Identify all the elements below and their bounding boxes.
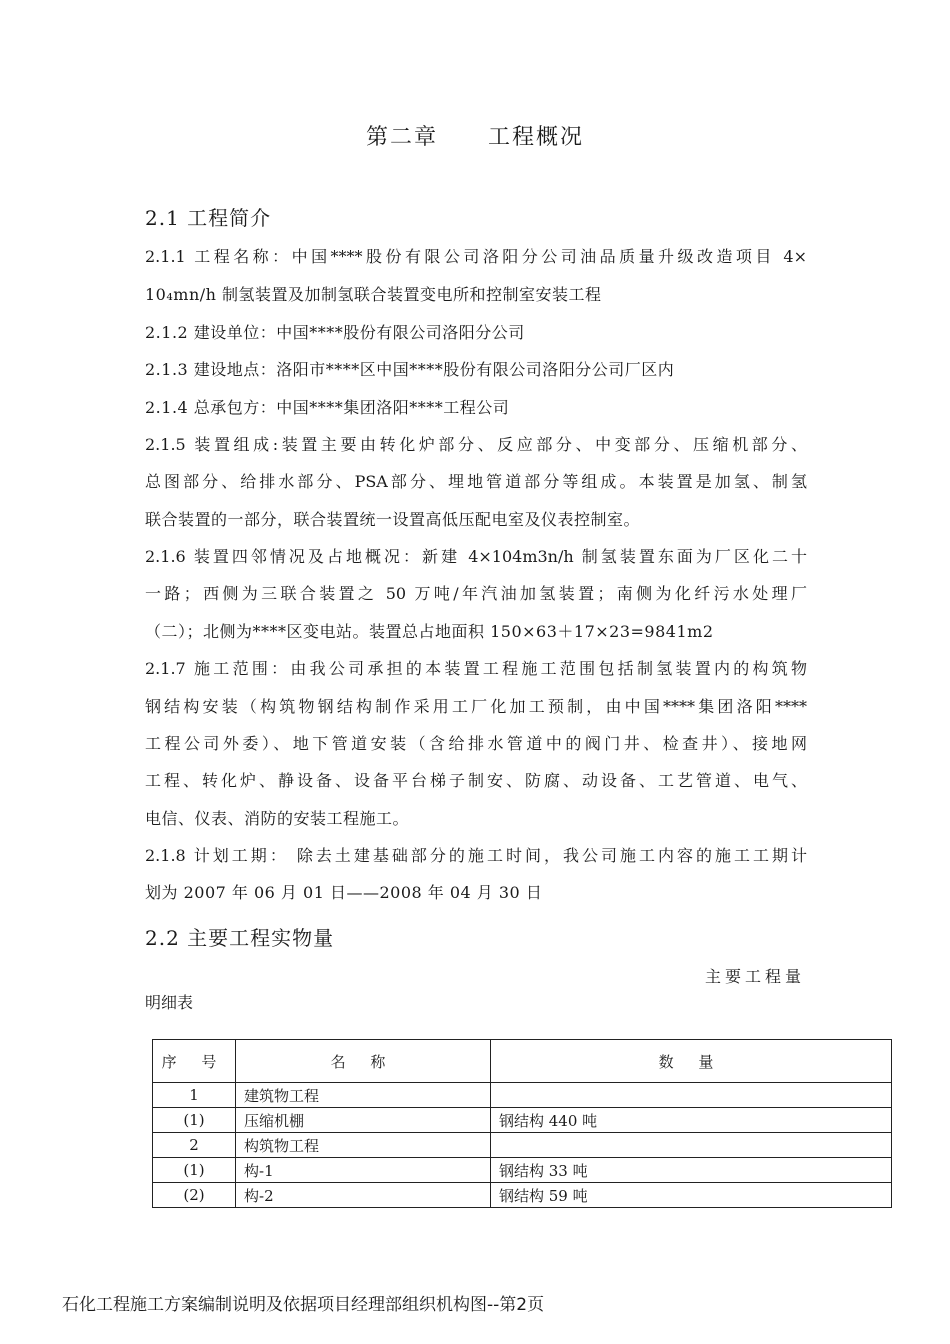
paragraph-line: 电信、仪表、消防的安装工程施工。 <box>145 809 410 828</box>
chapter-name: 工程概况 <box>488 125 585 150</box>
paragraph-line: 2.1.6 装置四邻情况及占地概况：新建 4×104m3n/h 制氢装置东面为厂区化二十 <box>145 547 807 566</box>
header-quantity: 数 量 <box>491 1040 892 1083</box>
cell-name: 构-2 <box>236 1183 491 1208</box>
paragraph-line: 一路；西侧为三联合装置之 50 万吨/年汽油加氢装置；南侧为化纤污水处理厂 <box>145 584 807 603</box>
cell-quantity: 钢结构 59 吨 <box>491 1183 892 1208</box>
table-row <box>153 1158 892 1183</box>
table-row <box>153 1108 892 1133</box>
cell-quantity <box>491 1133 892 1158</box>
paragraph-line: 联合装置的一部分，联合装置统一设置高低压配电室及仪表控制室。 <box>145 510 641 529</box>
cell-index: (1) <box>153 1108 236 1133</box>
cell-index: 1 <box>153 1083 236 1108</box>
paragraph-line: 2.1.7 施工范围：由我公司承担的本装置工程施工范围包括制氢装置内的构筑物 <box>145 659 807 678</box>
table-row <box>153 1083 892 1108</box>
page-footer: 石化工程施工方案编制说明及依据项目经理部组织机构图--第2页 <box>62 1295 545 1315</box>
paragraph-line: 钢结构安装（构筑物钢结构制作采用工厂化加工预制，由中国****集团洛阳**** <box>145 697 807 716</box>
cell-index: (2) <box>153 1183 236 1208</box>
paragraph-line: 2.1.4 总承包方：中国****集团洛阳****工程公司 <box>145 398 510 417</box>
paragraph-line: 总图部分、给排水部分、PSA部分、埋地管道部分等组成。本装置是加氢、制氢 <box>145 472 807 491</box>
paragraph-line: （二）；北侧为****区变电站。装置总占地面积 150×63＋17×23=9841m2 <box>145 622 714 641</box>
header-index: 序 号 <box>153 1040 236 1083</box>
paragraph-line: 2.1.8 计划工期： 除去土建基础部分的施工时间，我公司施工内容的施工工期计 <box>145 846 807 865</box>
table-caption-left: 明细表 <box>145 993 194 1012</box>
section-heading-2-2: 2.2 主要工程实物量 <box>145 926 335 950</box>
chapter-number: 第二章 <box>365 125 438 150</box>
cell-index: (1) <box>153 1158 236 1183</box>
chapter-title <box>0 120 950 151</box>
paragraph-line: 10₄mn/h 制氢装置及加制氢联合装置变电所和控制室安装工程 <box>145 285 602 304</box>
cell-name: 构筑物工程 <box>236 1133 491 1158</box>
cell-name: 建筑物工程 <box>236 1083 491 1108</box>
cell-quantity: 钢结构 33 吨 <box>491 1158 892 1183</box>
paragraph-line: 2.1.2 建设单位：中国****股份有限公司洛阳分公司 <box>145 323 525 342</box>
paragraph-line: 划为 2007 年 06 月 01 日——2008 年 04 月 30 日 <box>145 883 543 902</box>
table-row <box>153 1133 892 1158</box>
section-heading-2-1: 2.1 工程简介 <box>145 206 272 230</box>
cell-quantity: 钢结构 440 吨 <box>491 1108 892 1133</box>
cell-name: 压缩机棚 <box>236 1108 491 1133</box>
table-header-row <box>153 1040 892 1083</box>
table-caption-right: 主要工程量 <box>704 967 805 986</box>
paragraph-line: 工程公司外委）、地下管道安装（含给排水管道中的阀门井、检查井）、接地网 <box>145 734 807 753</box>
header-name: 名 称 <box>236 1040 491 1083</box>
quantity-table <box>152 1039 892 1208</box>
cell-index: 2 <box>153 1133 236 1158</box>
table-row <box>153 1183 892 1208</box>
cell-name: 构-1 <box>236 1158 491 1183</box>
cell-quantity <box>491 1083 892 1108</box>
paragraph-line: 2.1.3 建设地点：洛阳市****区中国****股份有限公司洛阳分公司厂区内 <box>145 360 675 379</box>
paragraph-line: 2.1.5 装置组成:装置主要由转化炉部分、反应部分、中变部分、压缩机部分、 <box>145 435 807 454</box>
paragraph-line: 工程、转化炉、静设备、设备平台梯子制安、防腐、动设备、工艺管道、电气、 <box>145 771 807 790</box>
paragraph-line: 2.1.1 工程名称：中国****股份有限公司洛阳分公司油品质量升级改造项目 4× <box>145 247 807 266</box>
